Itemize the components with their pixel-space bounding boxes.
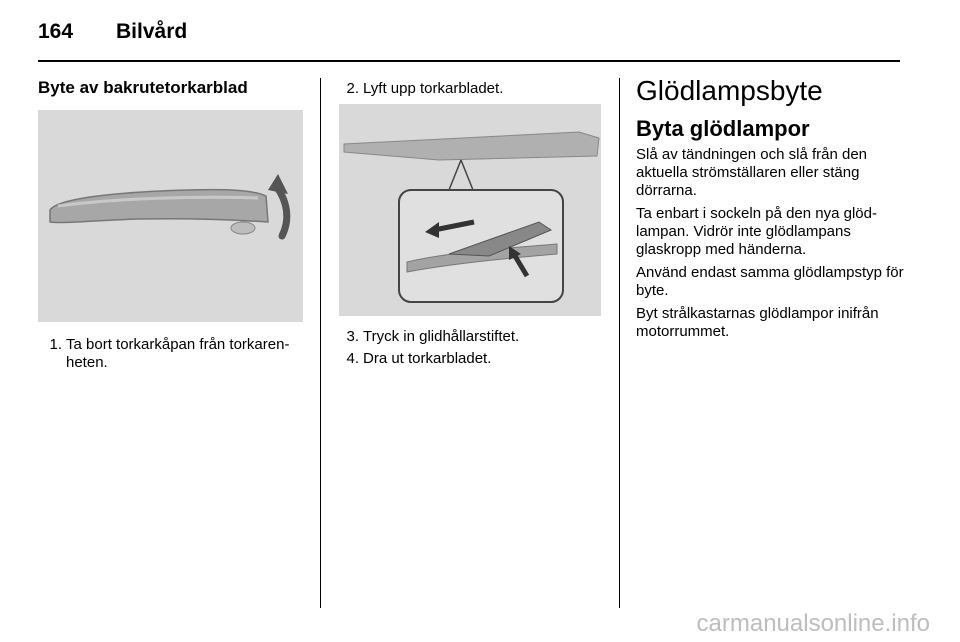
step-text: Ta bort torkarkåpan från torkaren- heten. [66, 336, 290, 371]
paragraph: Ta enbart i sockeln på den nya glöd- lampan. Vidrör inte glödlampans glaskropp med händerna. [636, 205, 877, 258]
section-title: Bilvård [116, 20, 188, 43]
column-2 [339, 74, 601, 368]
column-divider-1 [320, 78, 321, 608]
wiper-cover-illustration [38, 110, 303, 322]
paragraph: Använd endast samma glödlampstyp för byte. [636, 264, 904, 299]
page-header [0, 0, 960, 60]
paragraph: Slå av tändningen och slå från den aktuella strömställaren eller stäng dörrarna. [636, 146, 867, 199]
step-text: Tryck in glidhållarstiftet. [363, 328, 520, 345]
step-item [339, 80, 601, 98]
subsection-heading: Byte av bakrutetorkarblad [38, 78, 248, 97]
wiper-arm-drawing [38, 110, 303, 322]
chapter-title: Glödlampsbyte [636, 75, 823, 106]
wiper-blade-illustration [339, 104, 601, 316]
step-number: 4. [346, 350, 359, 367]
chapter-subtitle: Byta glödlampor [636, 116, 810, 141]
watermark-text: carmanualsonline.info [696, 610, 930, 637]
step-item [339, 328, 601, 346]
column-3 [636, 74, 908, 346]
paragraph: Byt strålkastarnas glödlampor inifrån motorrummet. [636, 305, 879, 340]
column-divider-2 [619, 78, 620, 608]
header-rule [38, 60, 900, 62]
step-number: 1. [49, 336, 62, 353]
step-number: 2. [346, 80, 359, 97]
step-item [339, 350, 601, 368]
step-text: Dra ut torkarbladet. [363, 350, 492, 367]
page-number: 164 [38, 20, 74, 43]
step-item [38, 336, 303, 372]
step-text: Lyft upp torkarbladet. [363, 80, 504, 97]
wiper-blade-drawing [339, 104, 601, 316]
column-1 [38, 74, 303, 372]
step-number: 3. [346, 328, 359, 345]
